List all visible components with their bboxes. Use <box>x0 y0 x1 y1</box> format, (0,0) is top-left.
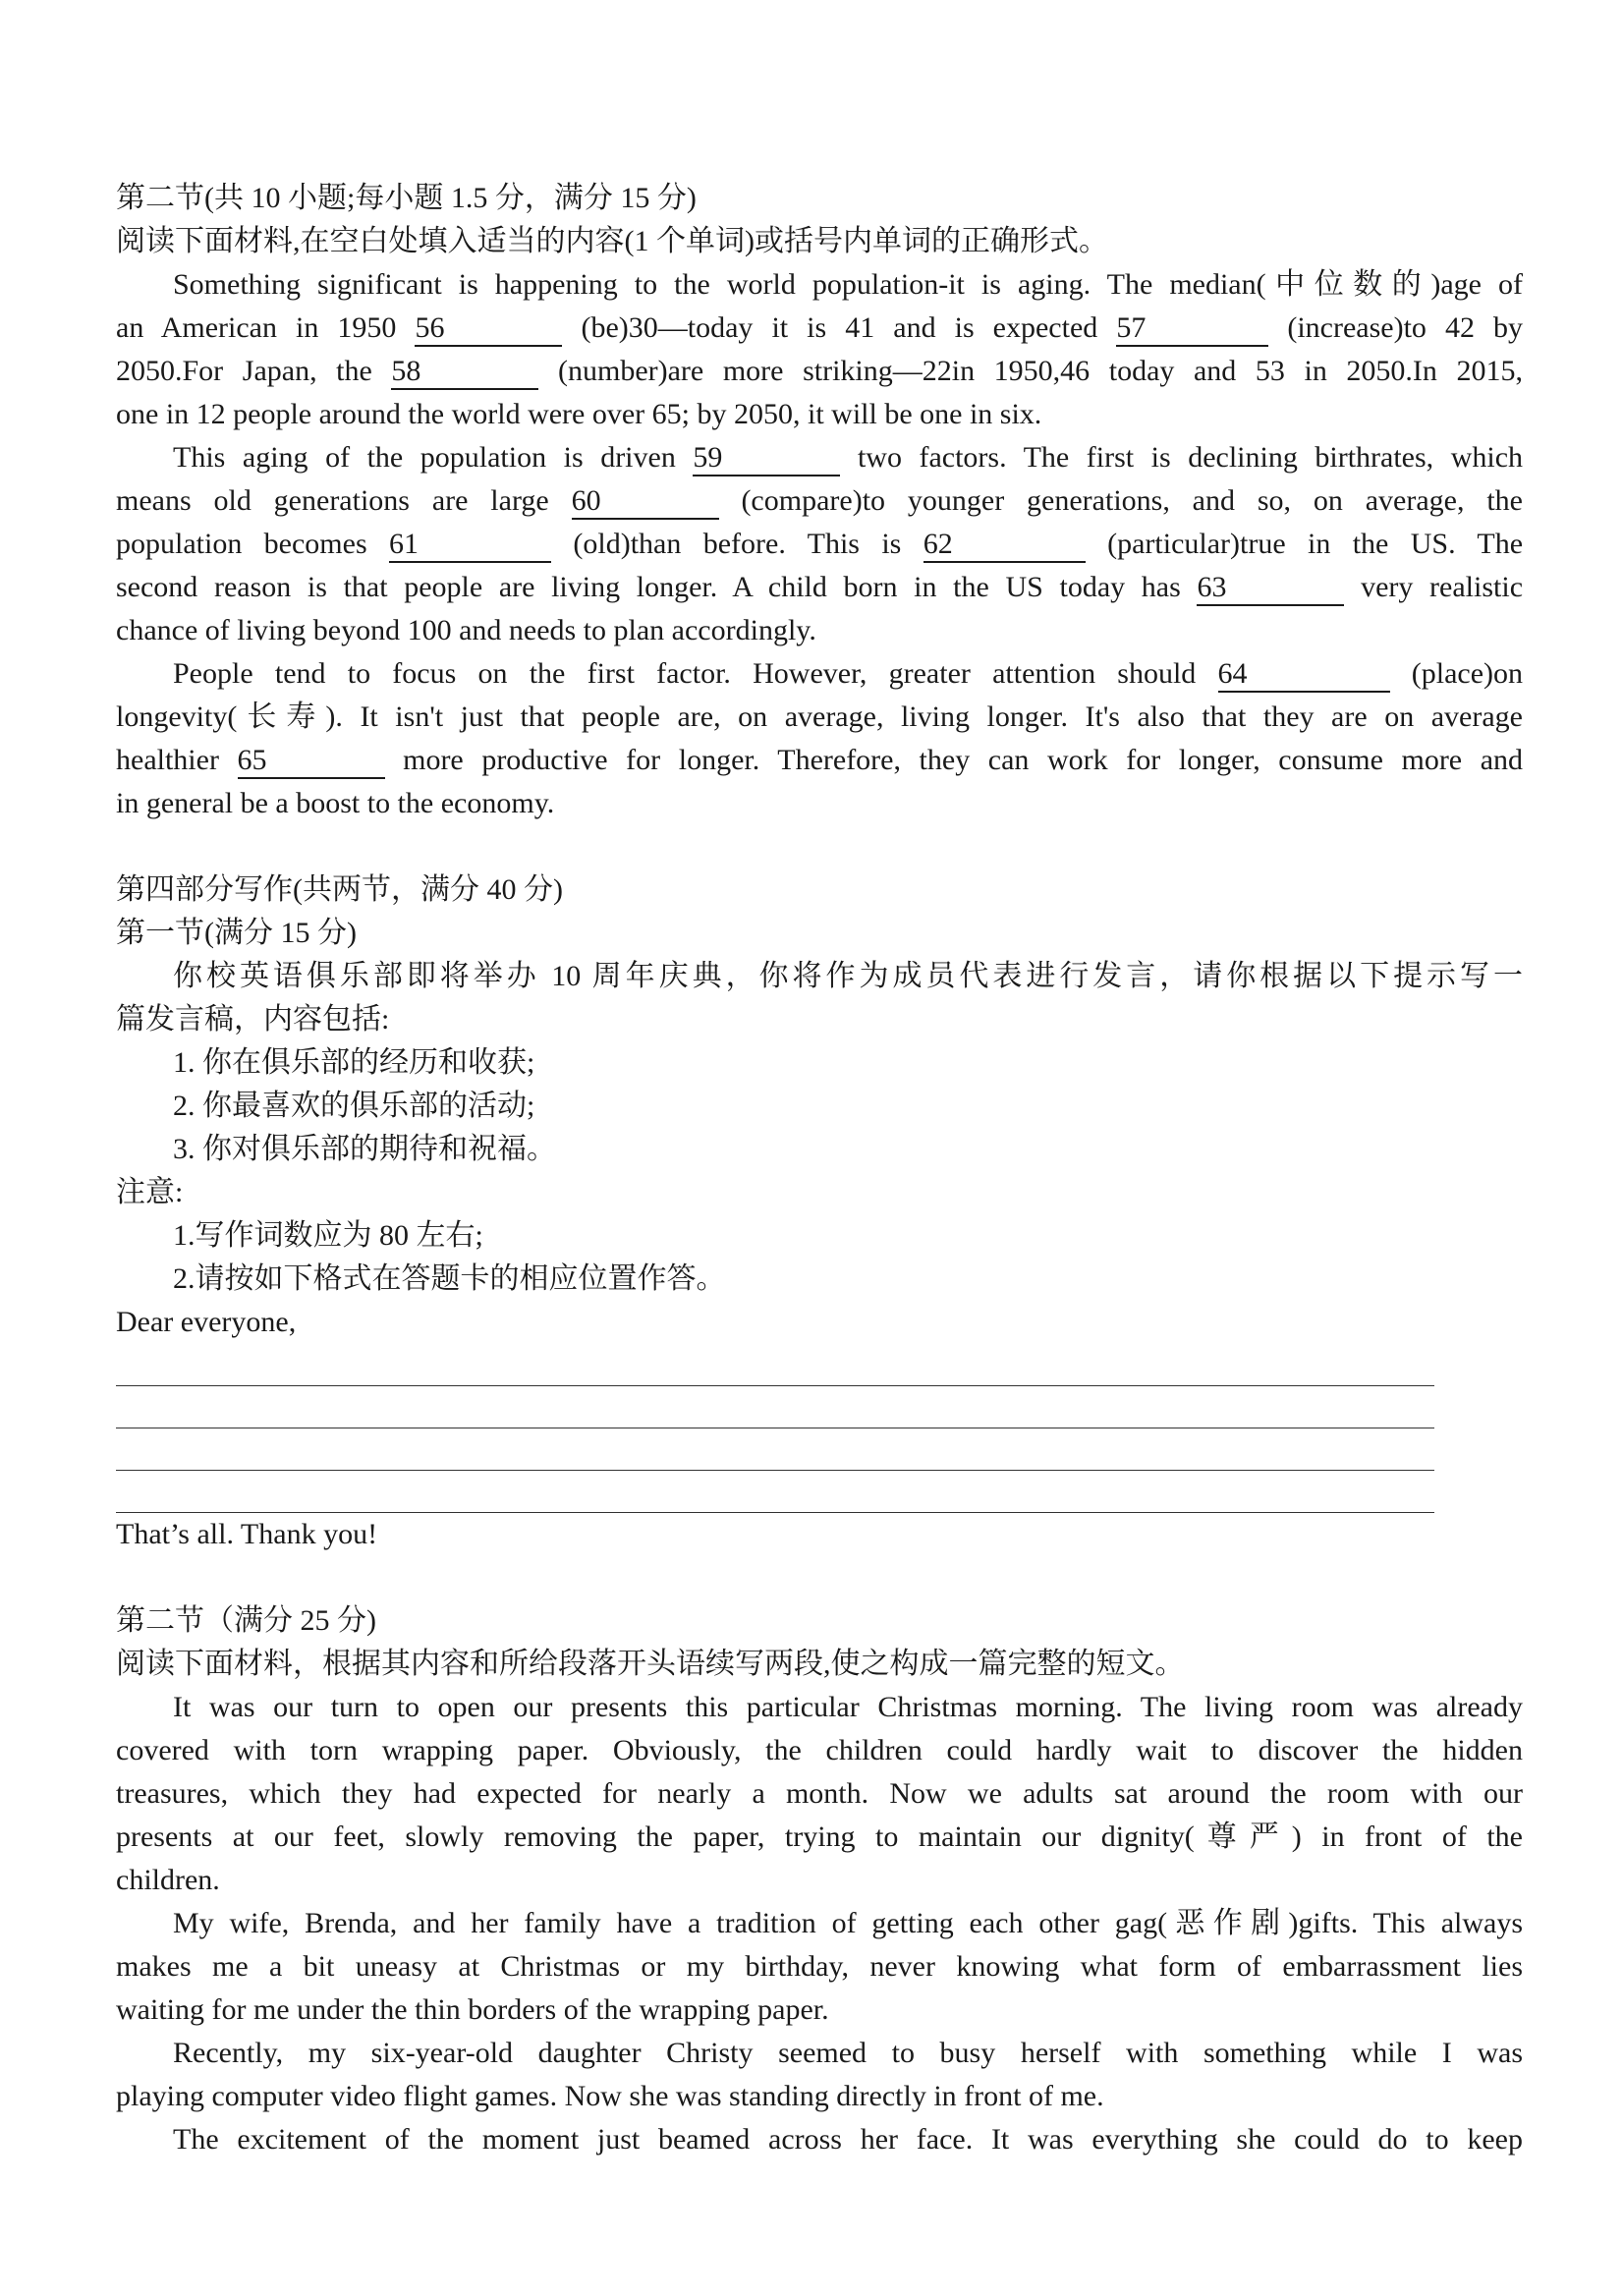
blank-63[interactable]: 63 <box>1197 571 1344 606</box>
prompt-line: 你校英语俱乐部即将举办 10 周年庆典，你将作为成员代表进行发言，请你根据以下提示写一 <box>173 960 1523 992</box>
blank-58[interactable]: 58 <box>391 355 538 390</box>
note-heading: 注意: <box>116 1176 184 1208</box>
story-line: presents at our feet, slowly removing the paper, trying to maintain our dignity(尊严) in front of the <box>116 1820 1523 1853</box>
blank-57[interactable]: 57 <box>1116 311 1268 347</box>
prompt-item: 3. 你对俱乐部的期待和祝福。 <box>173 1133 556 1165</box>
prompt-line: 篇发言稿，内容包括: <box>116 1003 390 1036</box>
passage-line: Something significant is happening to the world population-it is aging. The median(中位数的)age of <box>173 268 1523 301</box>
answer-line[interactable] <box>116 1344 1434 1386</box>
story-line: It was our turn to open our presents this particular Christmas morning. The living room was already <box>173 1691 1523 1723</box>
note-item: 2.请按如下格式在答题卡的相应位置作答。 <box>173 1262 726 1295</box>
note-item: 1.写作词数应为 80 左右; <box>173 1219 483 1252</box>
story-line: children. <box>116 1864 220 1896</box>
passage-line: longevity(长寿). It isn't just that people are, on average, living longer. It's also that they are on average <box>116 700 1523 733</box>
answer-line[interactable] <box>116 1386 1434 1428</box>
passage-line: second reason is that people are living longer. A child born in the US today has 63 very realistic <box>116 566 1523 609</box>
story-line: covered with torn wrapping paper. Obviously, the children could hardly wait to discover the hidden <box>116 1734 1523 1766</box>
blank-64[interactable]: 64 <box>1218 657 1390 693</box>
story-line: Recently, my six-year-old daughter Christy seemed to busy herself with something while I was <box>173 2037 1523 2069</box>
passage-line: chance of living beyond 100 and needs to plan accordingly. <box>116 614 816 646</box>
answer-line[interactable] <box>116 1428 1434 1471</box>
story-line: The excitement of the moment just beamed across her face. It was everything she could do to keep <box>173 2123 1523 2156</box>
passage-line: healthier 65 more productive for longer. Therefore, they can work for longer, consume more and <box>116 739 1523 782</box>
prompt-item: 1. 你在俱乐部的经历和收获; <box>173 1046 535 1079</box>
passage-line: population becomes 61 (old)than before. This is 62 (particular)true in the US. The <box>116 523 1523 566</box>
passage-line: one in 12 people around the world were over 65; by 2050, it will be one in six. <box>116 398 1042 430</box>
blank-56[interactable]: 56 <box>415 311 562 347</box>
passage-line: 2050.For Japan, the 58 (number)are more striking—22in 1950,46 today and 53 in 2050.In 2015, <box>116 350 1523 393</box>
closing: That’s all. Thank you! <box>116 1518 378 1550</box>
passage-line: This aging of the population is driven 59 two factors. The first is declining birthrates, which <box>116 436 1523 479</box>
section-heading: 第二节(共 10 小题;每小题 1.5 分，满分 15 分) <box>116 182 697 214</box>
salutation: Dear everyone, <box>116 1306 297 1338</box>
section-heading: 第一节(满分 15 分) <box>116 917 357 949</box>
blank-60[interactable]: 60 <box>572 484 719 520</box>
section-heading: 第二节（满分 25 分) <box>116 1604 376 1637</box>
story-line: makes me a bit uneasy at Christmas or my birthday, never knowing what form of embarrassment lies <box>116 1950 1523 1983</box>
passage-line: People tend to focus on the first factor. However, greater attention should 64 (place)on <box>116 652 1523 696</box>
section-instruction: 阅读下面材料,在空白处填入适当的内容(1 个单词)或括号内单词的正确形式。 <box>116 225 1108 257</box>
blank-62[interactable]: 62 <box>923 528 1086 563</box>
story-line: treasures, which they had expected for nearly a month. Now we adults sat around the room with our <box>116 1777 1523 1810</box>
blank-59[interactable]: 59 <box>693 441 840 476</box>
passage-line: means old generations are large 60 (compare)to younger generations, and so, on average, the <box>116 479 1523 523</box>
passage-line: an American in 1950 56 (be)30—today it is 41 and is expected 57 (increase)to 42 by <box>116 307 1523 350</box>
blank-61[interactable]: 61 <box>389 528 551 563</box>
section-instruction: 阅读下面材料，根据其内容和所给段落开头语续写两段,使之构成一篇完整的短文。 <box>116 1648 1185 1680</box>
story-line: waiting for me under the thin borders of the wrapping paper. <box>116 1993 829 2026</box>
blank-65[interactable]: 65 <box>238 744 385 779</box>
answer-line[interactable] <box>116 1471 1434 1513</box>
exam-page <box>116 177 1523 2161</box>
story-line: My wife, Brenda, and her family have a tradition of getting each other gag(恶作剧)gifts. This always <box>173 1907 1523 1939</box>
part-heading: 第四部分写作(共两节，满分 40 分) <box>116 873 563 906</box>
passage-line: in general be a boost to the economy. <box>116 787 555 819</box>
prompt-item: 2. 你最喜欢的俱乐部的活动; <box>173 1090 535 1122</box>
story-line: playing computer video flight games. Now she was standing directly in front of me. <box>116 2080 1104 2112</box>
